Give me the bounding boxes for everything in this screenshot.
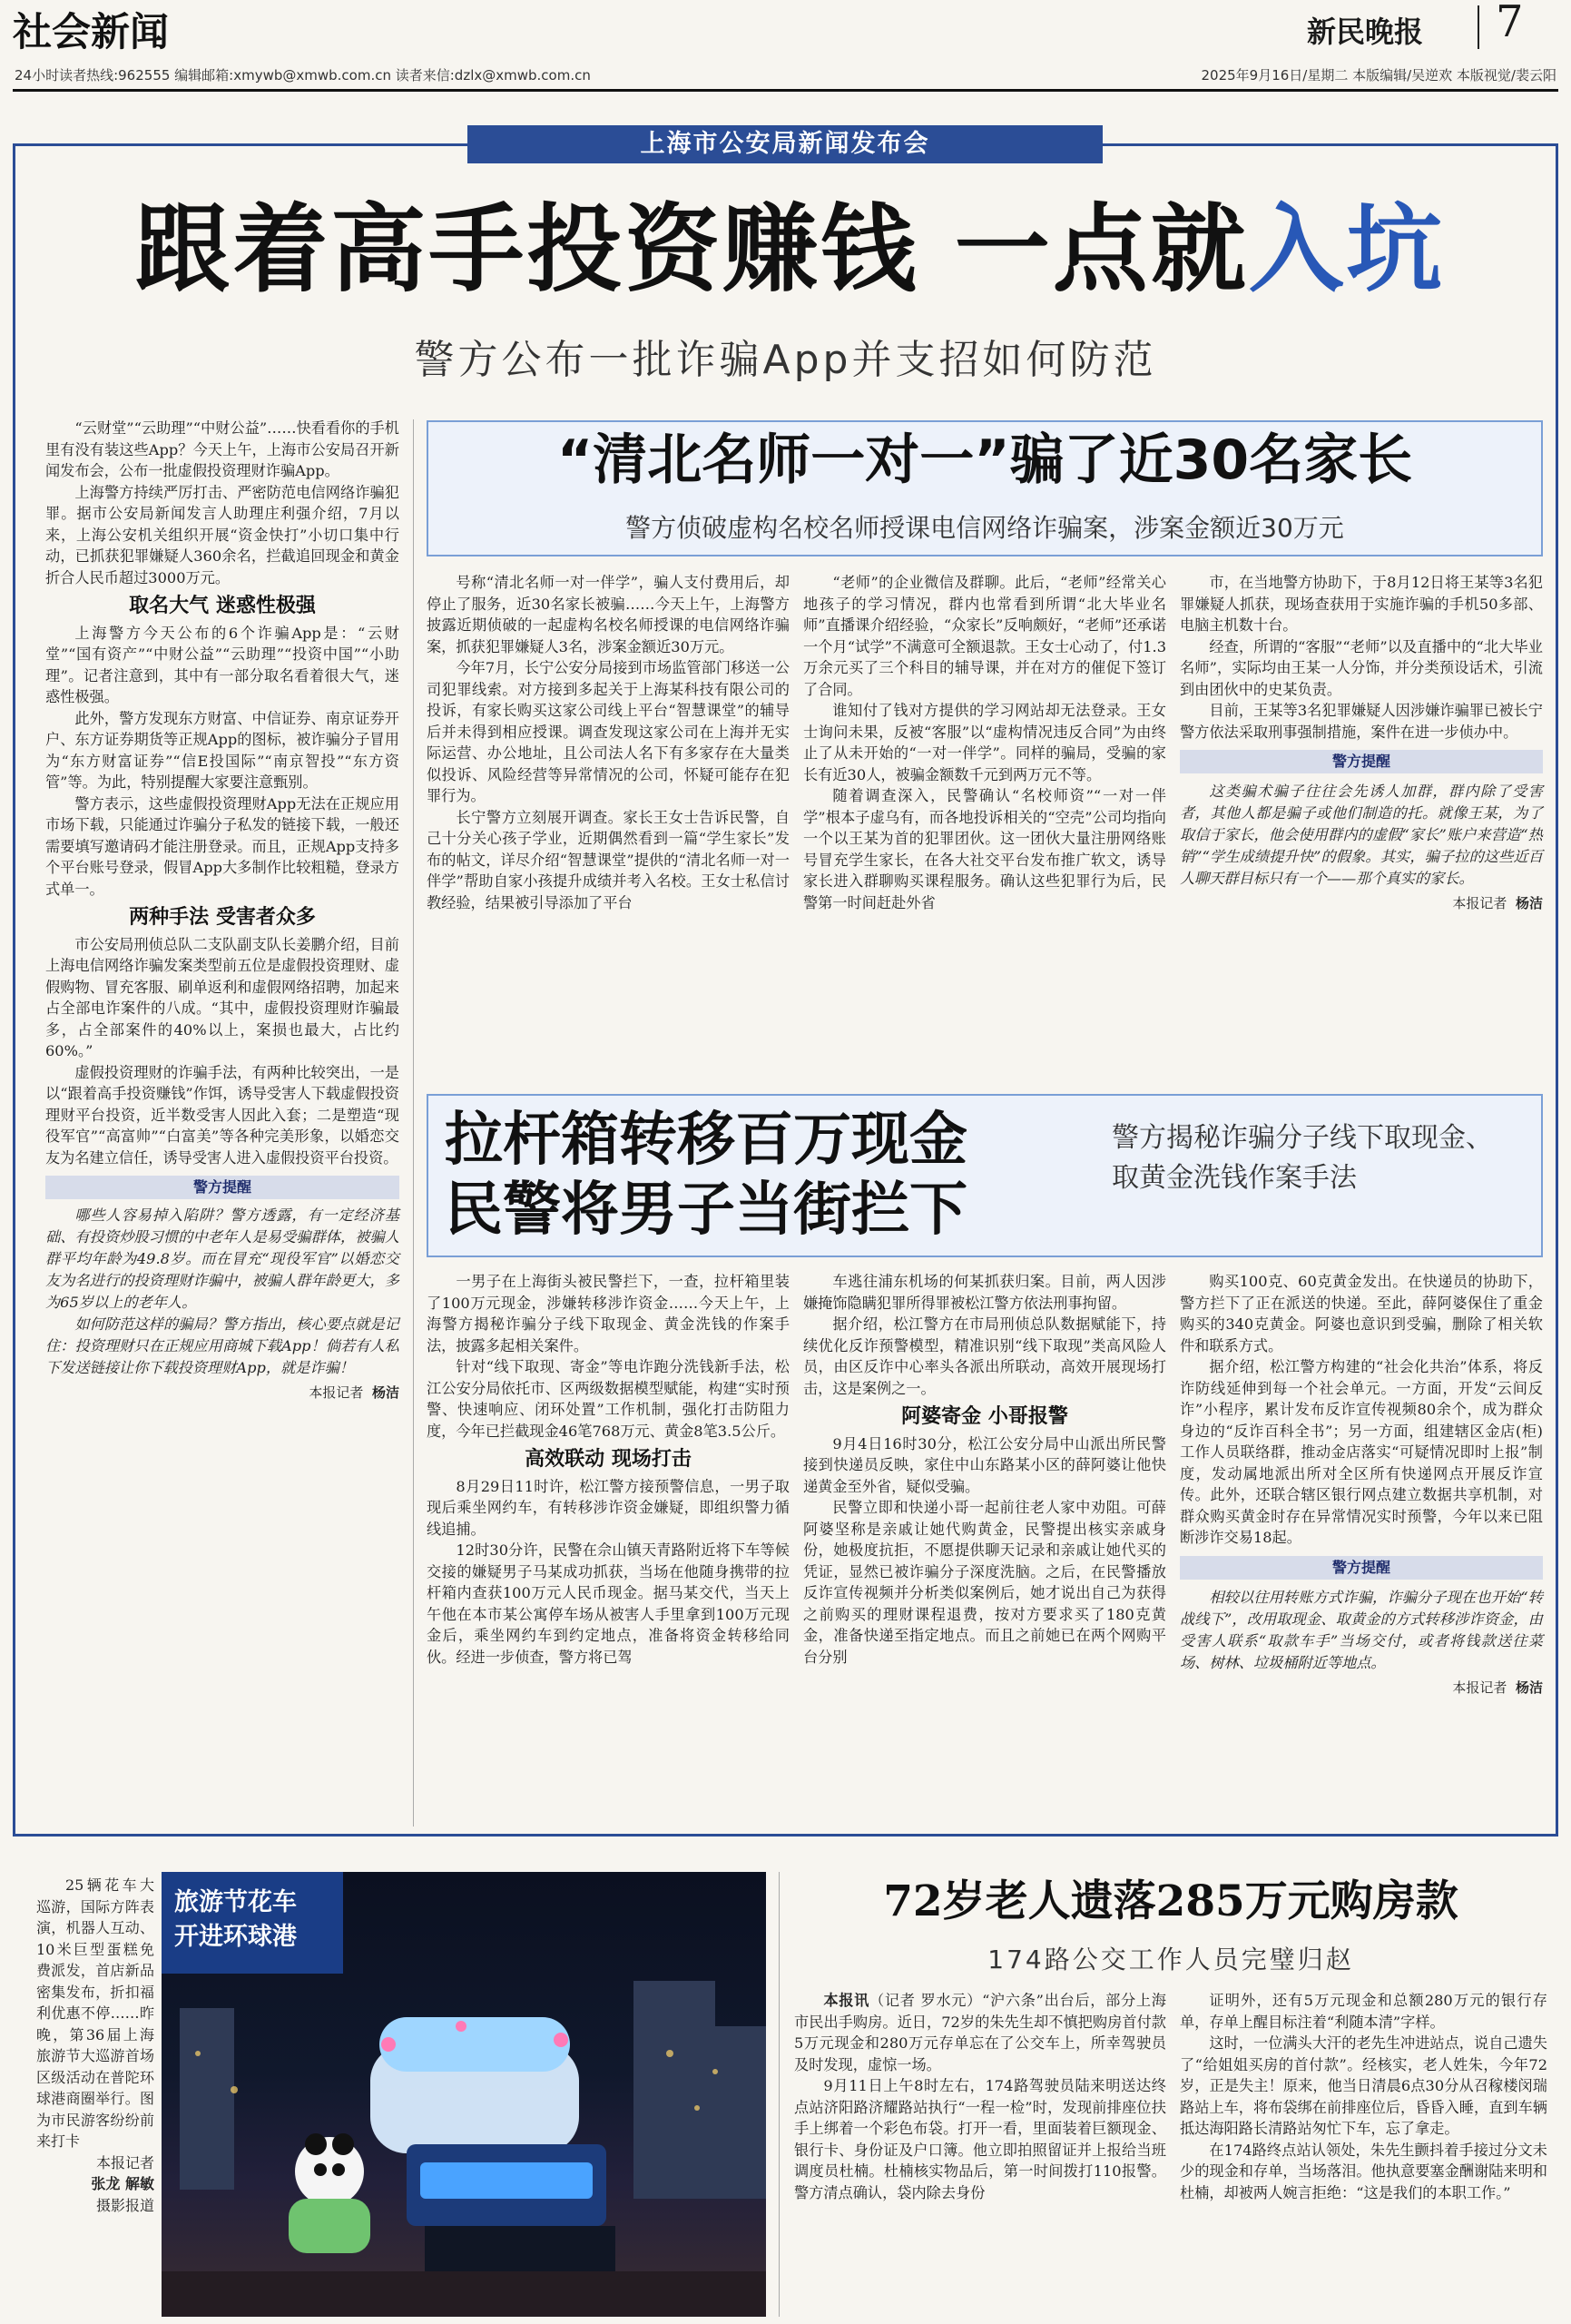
paragraph: 据介绍，松江警方在市局刑侦总队数据赋能下，持续优化反诈预警模型，精准识别“线下取现”类高风险人员，由区反诈中心率头各派出所联动，高效开展现场打击，这是案例之一。 <box>803 1315 1166 1397</box>
photo-caption-title-1: 旅游节花车 <box>174 1888 297 1916</box>
header-rule <box>13 89 1558 92</box>
story2-subhead-2: 阿婆寄金 小哥报警 <box>901 1405 1068 1428</box>
paragraph: 相较以往用转账方式诈骗，诈骗分子现在也开始“转战线下”，改用取现金、取黄金的方式转移涉诈资金，由受害人联系“取款车手”当场交付，或者将钱款送往菜场、树林、垃圾桶附近等地点。 <box>1180 1588 1543 1671</box>
paragraph: 此外，警方发现东方财富、中信证券、南京证券开户、东方证券期货等正规App的图标，被诈骗分子冒用为“东方财富证券”“信E投国际”“南京智投”“东方资管”等。为此，特别提醒大家要注意甄别。 <box>45 709 399 791</box>
left-byline <box>45 1383 399 1404</box>
story2-tip-label: 警方提醒 <box>1180 1556 1543 1580</box>
story2-subhead-1: 高效联动 现场打击 <box>525 1448 692 1471</box>
paragraph: 警方表示，这些虚假投资理财App无法在正规应用市场下载，只能通过诈骗分子私发的链接下载，一般还需要填写邀请码才能注册登录。而且，正规App支持多个平台账号登录，假冒App大多制作比较粗糙，登录方式单一。 <box>45 794 399 898</box>
paragraph: 9月11日上午8时左右，174路驾驶员陆来明送达终点站济阳路济耀路站执行“一程一检”时，发现前排座位扶手上绑着一个彩色布袋。打开一看，里面装着巨额现金、银行卡、身份证及户口簿。他立即拍照留证并上报给当班调度员杜楠。杜楠核实物品后，第一时间拨打110报警。警方清点确认，袋内除去身份 <box>794 2077 1166 2201</box>
left-col-divider <box>413 419 414 1827</box>
story3-col2 <box>1180 1990 1547 2203</box>
paragraph: 25辆花车大巡游，国际方阵表演，机器人互动、10米巨型蛋糕免费派发，首店新品密集发布，折扣福利优惠不停……昨晚，第36届上海旅游节大巡游首场区级活动在普陀环球港商圈举行。图为市民游客纷纷前来打卡 <box>36 1876 154 2150</box>
byline-prefix: 本报记者 <box>1452 1679 1507 1696</box>
story1-col2 <box>803 572 1166 913</box>
main-headline-accent: 入坑 <box>1248 194 1445 305</box>
photo-caption-title-2: 开进环球港 <box>174 1923 297 1951</box>
paragraph: 市，在当地警方协助下，于8月12日将王某等3名犯罪嫌疑人抓获，现场查获用于实施诈骗的手机50多部、电脑主机数十台。 <box>1180 574 1543 634</box>
story3-lead: 本报讯 <box>823 1992 870 2009</box>
paragraph: 购买100克、60克黄金发出。在快递员的协助下，警方拦下了正在派送的快递。至此，薛阿婆保住了重金购买的340克黄金。阿婆也意识到受骗，删除了相关软件和联系方式。 <box>1180 1273 1543 1354</box>
photo-credit-2: 张龙 解敏 <box>91 2175 154 2192</box>
paragraph: 经查，所谓的“客服”“老师”以及直播中的“北大毕业名师”，实际均由王某一人分饰，并分类预设话术，引流到由团伙中的史某负责。 <box>1180 637 1543 698</box>
paper-name: 新民晚报 <box>1307 15 1424 49</box>
photo-story-text <box>36 1875 154 2216</box>
story3-col1 <box>794 1990 1166 2203</box>
header-contacts: 24小时读者热线:962555 编辑邮箱:xmywb@xmwb.com.cn 读者来信:dzlx@xmwb.com.cn <box>15 67 591 84</box>
page-number: 7 <box>1496 0 1524 47</box>
photo-caption-box <box>162 1872 343 1974</box>
banner: 上海市公安局新闻发布会 <box>467 125 1103 163</box>
paragraph <box>794 1990 1166 2075</box>
story3-subtitle: 174路公交工作人员完璧归赵 <box>987 1945 1354 1974</box>
byline-name: 杨洁 <box>1515 895 1543 911</box>
paragraph: 在174路终点站认领处，朱先生颤抖着手接过分文未少的现金和存单，当场落泪。他执意要塞金酬谢陆来明和杜楠，却被两人婉言拒绝：“这是我们的本职工作。” <box>1180 2141 1547 2201</box>
main-headline <box>36 195 1543 304</box>
paragraph: 据介绍，松江警方构建的“社会化共治”体系，将反诈防线延伸到每一个社会单元。一方面，开发“云间反诈”小程序，累计发布反诈宣传视频80余个，成为群众身边的“反诈百科全书”；另一方面，组建辖区金店(柜)工作人员联络群，推动金店落实“可疑情况即时上报”制度，发动属地派出所对全区所有快递网点开展反诈宣传。此外，还联合辖区银行网点建立数据共享机制，对群众购买黄金时存在异常情况实时预警，今年以来已阻断涉诈交易18起。 <box>1180 1358 1543 1546</box>
main-headline-text: 跟着高手投资赚钱 一点就 <box>134 194 1249 305</box>
paragraph: 如何防范这样的骗局？警方指出，核心要点就是记住：投资理财只在正规应用商城下载App！倘若有人私下发送链接让你下载投资理财App，就是诈骗！ <box>45 1315 399 1376</box>
section-title: 社会新闻 <box>13 10 169 55</box>
photo-credit-1: 本报记者 <box>95 2153 154 2171</box>
paragraph: 上海警方持续严厉打击、严密防范电信网络诈骗犯罪。据市公安局新闻发言人助理庄利强介绍，7月以来，上海公安机关组织开展“资金快打”小切口集中行动，已抓获犯罪嫌疑人360余名，拦截追回现金和黄金折合人民币超过3000万元。 <box>45 483 399 586</box>
paragraph: 这类骗术骗子往往会先诱人加群，群内除了受害者，其他人都是骗子或他们制造的托。就像王某，为了取信于家长，他会使用群内的虚假“家长”账户来营造“热销”“学生成绩提升快”的假象。其实，骗子拉的这些近百人聊天群目标只有一个——那个真实的家长。 <box>1180 783 1543 887</box>
story3-reporter: （记者 罗水元） <box>869 1992 983 2009</box>
paragraph: 上海警方今天公布的6个诈骗App是：“云财堂”“国有资产”“中财公益”“云助理”“投资中国”“小助理”。记者注意到，其中有一部分取名看着很大气，迷惑性极强。 <box>45 624 399 705</box>
paragraph: 9月4日16时30分，松江公安分局中山派出所民警接到快递员反映，家住中山东路某小区的薛阿婆让他快递黄金至外省，疑似受骗。 <box>803 1434 1166 1495</box>
paragraph: 8月29日11时许，松江警方接预警信息，一男子取现后乘坐网约车，有转移涉诈资金嫌疑，即组织警力循线追捕。 <box>427 1477 790 1538</box>
paragraph: 市公安局刑侦总队二支队副支队长姜鹏介绍，目前上海电信网络诈骗发案类型前五位是虚假投资理财、虚假购物、冒充客服、刷单返利和虚假网络招聘，加起来占全部电诈案件的八成。“其中，虚假投资理财诈骗最多，占全部案件的40%以上，案损也最大，占比约60%。” <box>45 935 399 1059</box>
header-date-info: 2025年9月16日/星期二 本版编辑/吴逆欢 本版视觉/裴云阳 <box>1201 67 1556 84</box>
story2-title-line1: 拉杆箱转移百万现金 <box>445 1107 967 1174</box>
left-intro <box>45 418 399 588</box>
left-tip-text <box>45 1205 399 1379</box>
paragraph: 一男子在上海街头被民警拦下，一查，拉杆箱里装了100万元现金，涉嫌转移涉诈资金……今天上午，上海警方揭秘诈骗分子线下取现金、黄金洗钱的作案手法，披露多起相关案件。 <box>427 1273 790 1354</box>
paragraph: 号称“清北名师一对一伴学”，骗人支付费用后，却停止了服务，近30名家长被骗……今天上午，上海警方披露近期侦破的一起虚构名校名师授课的电信网络诈骗案，抓获犯罪嫌疑人3名，涉案金额近30万元。 <box>427 574 790 655</box>
paragraph: 证明外，还有5万元现金和总额280万元的银行存单，存单上醒目标注着“利随本清”字样。 <box>1180 1992 1547 2031</box>
paragraph: 随着调查深入，民警确认“名校师资”“一对一伴学”根本子虚乌有，而各地投诉相关的“空壳”公司均指向一个以王某为首的犯罪团伙。这一团伙大量注册网络账号冒充学生家长，在各大社交平台发布推广软文，诱导家长进入群聊购买课程服务。确认这些犯罪行为后，民警第一时间赶赴外省 <box>803 787 1166 911</box>
story2-subtitle: 警方揭秘诈骗分子线下取现金、取黄金洗钱作案手法 <box>1112 1122 1493 1194</box>
paragraph: 哪些人容易掉入陷阱？警方透露，有一定经济基础、有投资炒股习惯的中老年人是易受骗群体，被骗人群平均年龄为49.8岁。而在冒充“现役军官”以婚恋交友为名进行的投资理财诈骗中，被骗人群年龄更大，多为65岁以上的老年人。 <box>45 1206 399 1311</box>
paragraph: 车逃往浦东机场的何某抓获归案。目前，两人因涉嫌掩饰隐瞒犯罪所得罪被松江警方依法刑事拘留。 <box>803 1273 1166 1312</box>
paragraph: “老师”的企业微信及群聊。此后，“老师”经常关心地孩子的学习情况，群内也常看到所谓“北大毕业名师”直播课介绍经验，“众家长”反响颇好，“老师”还承诺一个月“试学”不满意可全额退款。王女士心动了，付1.3万余元买了三个科目的辅导课，并在对方的催促下签订了合同。 <box>803 574 1166 698</box>
left-column <box>45 418 399 1404</box>
story1-col3 <box>1180 572 1543 915</box>
left-subhead-2: 两种手法 受害者众多 <box>129 906 316 929</box>
paragraph: 今年7月，长宁公安分局接到市场监管部门移送一公司犯罪线索。对方接到多起关于上海某科技有限公司的投诉，有家长购买这家公司线上平台“智慧课堂”的辅导后并未得到相应授课。调查发现这家公司在上海并无实际运营、办公地址，且公司法人名下有多家存在大量类似投诉、风险经营等异常情况的公司，怀疑可能存在犯罪行为。 <box>427 659 790 804</box>
story2-col3 <box>1180 1271 1543 1699</box>
paragraph: 谁知付了钱对方提供的学习网站却无法登录。王女士询问未果，反被“客服”以“虚构情况违反合同”为由终止了从未开始的“一对一伴学”。同样的骗局，受骗的家长有近30人，被骗金额数千元到两万元不等。 <box>803 702 1166 783</box>
byline-name: 杨洁 <box>371 1384 399 1401</box>
story2-col1 <box>427 1271 790 1668</box>
header-divider <box>1478 5 1479 49</box>
left-tip-label: 警方提醒 <box>45 1176 399 1199</box>
story1-byline <box>1180 893 1543 915</box>
paragraph: 目前，王某等3名犯罪嫌疑人因涉嫌诈骗罪已被长宁警方依法采取刑事强制措施，案件在进一步侦办中。 <box>1180 702 1543 741</box>
story3-lead-text: “沪六条”出台后，部分上海市民出手购房。近日，72岁的朱先生却不慎把购房首付款5万元现金和280万元存单忘在了公交车上，所幸驾驶员及时发现，虚惊一场。 <box>794 1992 1166 2073</box>
paragraph: 针对“线下取现、寄金”等电诈跑分洗钱新手法，松江公安分局依托市、区两级数据模型赋能，构建“实时预警、快速响应、闭环处置”工作机制，强化打击防阻力度，今年已拦截现金46笔768万元、黄金8笔3.5公斤。 <box>427 1358 790 1440</box>
bottom-divider <box>779 1872 780 2317</box>
byline-prefix: 本报记者 <box>309 1384 364 1401</box>
paragraph: 民警立即和快递小哥一起前往老人家中劝阻。可薛阿婆坚称是亲戚让她代购黄金，民警提出核实亲戚身份，她极度抗拒，不愿提供聊天记录和亲戚让她代买的凭证，显然已被诈骗分子深度洗脑。之后，在民警播放反诈宣传视频并分析类似案例后，她才说出自己为获得之前购买的理财课程退费，按对方要求买了180克黄金，准备快递至指定地点。而且之前她已在两个网购平台分别 <box>803 1499 1166 1666</box>
photo-credit-3: 摄影报道 <box>95 2196 154 2214</box>
story1-col1 <box>427 572 790 913</box>
paragraph: 这时，一位满头大汗的老先生冲进站点，说自己遗失了“给姐姐买房的首付款”。经核实，老人姓朱，今年72岁，正是失主！原来，他当日清晨6点30分从召稼楼闵瑞路站上车，将布袋绑在前排座位后，昏昏入睡，直到车辆抵达海阳路长清路站匆忙下车，忘了拿走。 <box>1180 2034 1547 2137</box>
story2-byline <box>1180 1678 1543 1699</box>
story2-title-line2: 民警将男子当街拦下 <box>445 1177 967 1244</box>
story2-col2 <box>803 1271 1166 1668</box>
paragraph: “云财堂”“云助理”“中财公益”……快看看你的手机里有没有装这些App？今天上午，上海市公安局召开新闻发布会，公布一批虚假投资理财诈骗App。 <box>45 419 399 479</box>
story1-tip-text <box>1180 781 1543 890</box>
byline-name: 杨洁 <box>1515 1679 1543 1696</box>
left-subhead-1: 取名大气 迷惑性极强 <box>129 595 316 617</box>
photo <box>162 1872 766 2317</box>
story1-subtitle: 警方侦破虚构名校名师授课电信网络诈骗案，涉案金额近30万元 <box>625 513 1344 543</box>
story1-title: “清北名师一对一”骗了近30名家长 <box>556 428 1413 492</box>
byline-prefix: 本报记者 <box>1452 895 1507 911</box>
paragraph: 12时30分许，民警在佘山镇天青路附近将下车等候交接的嫌疑男子马某成功抓获，当场在他随身携带的拉杆箱内查获100万元人民币现金。据马某交代，当天上午他在本市某公寓停车场从被害人手里拿到100万元现金后，乘坐网约车到约定地点，准备将资金转移给同伙。经进一步侦查，警方将已驾 <box>427 1541 790 1666</box>
story1-tip-label: 警方提醒 <box>1180 750 1543 773</box>
paragraph: 长宁警方立刻展开调查。家长王女士告诉民警，自己十分关心孩子学业，近期偶然看到一篇“学生家长”发布的帖文，详尽介绍“智慧课堂”提供的“清北名师一对一伴学”帮助自家小孩提升成绩并考入名校。王女士私信讨教经验，结果被引导添加了平台 <box>427 808 790 911</box>
paragraph: 虚假投资理财的诈骗手法，有两种比较突出，一是以“跟着高手投资赚钱”作饵，诱导受害人下载虚假投资理财平台投资，近半数受害人因此入套；二是塑造“现役军官”“高富帅”“白富美”等各种完美形象，以婚恋交友为名建立信任，诱导受害人进入虚假投资平台投资。 <box>45 1063 399 1167</box>
main-subheadline: 警方公布一批诈骗App并支招如何防范 <box>414 337 1157 383</box>
story2-tip-text <box>1180 1587 1543 1674</box>
story3-title: 72岁老人遗落285万元购房款 <box>883 1876 1458 1926</box>
